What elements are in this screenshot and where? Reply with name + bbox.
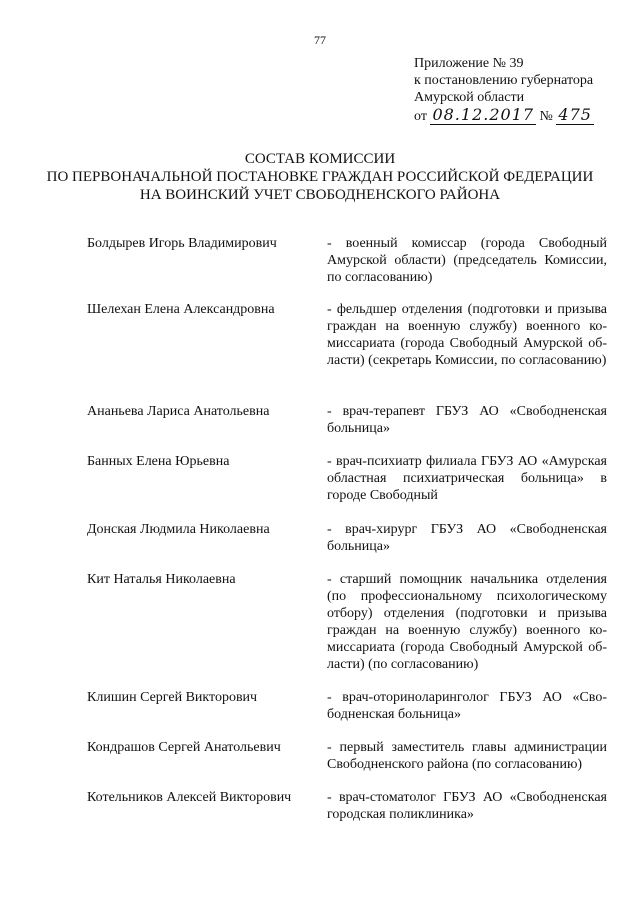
member-row [87, 403, 607, 453]
page-number: 77 [314, 33, 326, 47]
member-name: Болдырев Игорь Владимирович [87, 236, 277, 251]
member-name: Котельников Алексей Викторович [87, 790, 292, 805]
appendix-date-line [414, 106, 594, 125]
member-name: Кондрашов Сергей Анатольевич [87, 740, 281, 755]
appendix-block [414, 55, 594, 125]
member-name: Ананьева Лариса Анатольевна [87, 404, 270, 419]
member-name: Клишин Сергей Викторович [87, 690, 258, 705]
member-row [87, 521, 607, 571]
title-line-1: СОСТАВ КОМИССИИ [244, 151, 396, 167]
members-list [87, 235, 607, 829]
member-name: Шелехан Елена Александровна [87, 302, 275, 317]
member-role: - врач-стоматолог ГБУЗ АО «Свободненская городская поликлиника» [327, 790, 607, 822]
member-row [87, 789, 607, 829]
from-label: от [414, 109, 427, 124]
member-role: - военный комиссар (города Свободный Амурской области) (председатель Комиссии, по согласованию) [327, 236, 607, 285]
member-role: - старший помощник начальника отделения (по профессиональному психологическому отбору) отделения (подготовки и призыва граждан на военную службу) военного комиссариата (города Свободный Амурской области) (по согласованию) [327, 572, 607, 672]
member-name: Донская Людмила Николаевна [87, 522, 270, 537]
member-name: Кит Наталья Николаевна [87, 572, 236, 587]
member-name: Банных Елена Юрьевна [87, 454, 230, 469]
member-row [87, 301, 607, 403]
member-role: - врач-терапевт ГБУЗ АО «Свободненская больница» [327, 404, 607, 436]
handwritten-date: 08.12.2017 [432, 105, 535, 124]
member-role: - врач-хирург ГБУЗ АО «Свободненская больница» [327, 522, 607, 554]
title-line-2: ПО ПЕРВОНАЧАЛЬНОЙ ПОСТАНОВКЕ ГРАЖДАН РОССИЙСКОЙ ФЕДЕРАЦИИ [46, 169, 594, 185]
member-role: - первый заместитель главы администрации Свободненского района (по согласованию) [327, 740, 607, 772]
member-row [87, 571, 607, 689]
title-line-3: НА ВОИНСКИЙ УЧЕТ СВОБОДНЕНСКОГО РАЙОНА [139, 187, 501, 203]
member-role: - фельдшер отделения (подготовки и призыва граждан на военную службу) военного комиссариата (города Свободный Амурской области) (секретарь Комиссии, по согласованию) [327, 302, 607, 368]
appendix-region: Амурской области [414, 90, 525, 105]
document-title [0, 150, 640, 204]
appendix-number: Приложение № 39 [414, 56, 524, 71]
member-row [87, 739, 607, 789]
member-role: - врач-психиатр филиала ГБУЗ АО «Амурская областная психиатрическая больница» в городе Свободный [327, 454, 607, 503]
member-row [87, 689, 607, 739]
handwritten-number: 475 [558, 105, 592, 124]
number-label: № [539, 109, 553, 124]
member-row [87, 235, 607, 301]
member-row [87, 453, 607, 521]
member-role: - врач-оториноларинголог ГБУЗ АО «Свободненская больница» [327, 690, 607, 722]
appendix-decree-ref: к постановлению губернатора [414, 73, 594, 88]
